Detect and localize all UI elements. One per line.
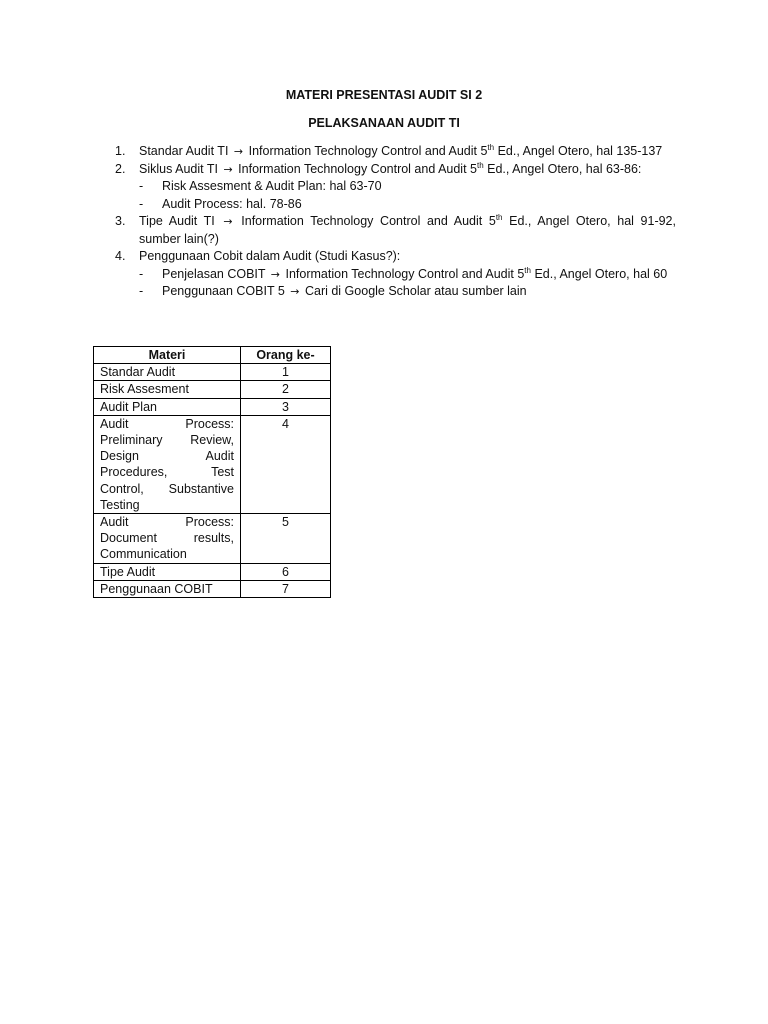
list-item-label: Standar Audit TI bbox=[139, 144, 229, 158]
table-row bbox=[94, 580, 331, 597]
cell-materi: Penggunaan COBIT bbox=[94, 580, 241, 597]
list-item-detail: Ed., Angel Otero, hal 135-137 bbox=[494, 144, 663, 158]
header-orang-ke: Orang ke- bbox=[241, 347, 331, 364]
document-title: MATERI PRESENTASI AUDIT SI 2 bbox=[285, 88, 483, 102]
sub-list-item bbox=[112, 178, 676, 196]
sub-list-text: Audit Process: hal. 78-86 bbox=[162, 196, 302, 211]
list-item-detail: Ed., Angel Otero, hal 63-86: bbox=[483, 161, 642, 176]
table-row bbox=[94, 415, 331, 513]
cell-orang-ke: 6 bbox=[241, 563, 331, 580]
cell-orang-ke: 4 bbox=[241, 415, 331, 513]
list-item-source: Information Technology Control and Audit 5 bbox=[241, 214, 496, 228]
table-row bbox=[94, 398, 331, 415]
superscript: th bbox=[476, 160, 484, 170]
assignment-table bbox=[93, 346, 331, 598]
list-item-label: Siklus Audit TI bbox=[139, 161, 218, 176]
sub-list-item bbox=[112, 266, 676, 284]
cell-materi: Tipe Audit bbox=[94, 563, 241, 580]
list-item-source: Information Technology Control and Audit 5 bbox=[248, 144, 488, 158]
list-number: 1. bbox=[115, 144, 126, 158]
superscript: th bbox=[487, 142, 495, 152]
right-arrow-icon: → bbox=[223, 162, 233, 176]
list-number: 3. bbox=[115, 214, 126, 228]
sub-list-detail: Ed., Angel Otero, hal 60 bbox=[530, 266, 668, 281]
table-row bbox=[94, 381, 331, 398]
list-item bbox=[112, 161, 676, 179]
list-item-source: Information Technology Control and Audit 5 bbox=[238, 161, 477, 176]
table-row bbox=[94, 563, 331, 580]
list-item bbox=[112, 248, 676, 266]
list-item bbox=[112, 143, 676, 161]
cell-materi: Risk Assesment bbox=[94, 381, 241, 398]
cell-materi: Audit Process: Preliminary Review, Design Audit Procedures, Test Control, Substantive Testing bbox=[94, 415, 241, 513]
list-item bbox=[112, 213, 676, 248]
cell-materi: Standar Audit bbox=[94, 364, 241, 381]
sub-list-source: Information Technology Control and Audit 5 bbox=[285, 266, 525, 281]
dash-bullet: - bbox=[139, 179, 144, 193]
list-number: 4. bbox=[115, 249, 126, 263]
list-number: 2. bbox=[115, 161, 126, 176]
sub-list-item bbox=[112, 283, 676, 301]
sub-list-label: Penjelasan COBIT bbox=[162, 266, 266, 281]
superscript: th bbox=[524, 265, 531, 275]
dash-bullet: - bbox=[139, 266, 144, 281]
superscript: th bbox=[495, 212, 503, 222]
sub-list-source: Cari di Google Scholar atau sumber lain bbox=[304, 284, 527, 298]
cell-orang-ke: 5 bbox=[241, 514, 331, 564]
cell-orang-ke: 2 bbox=[241, 381, 331, 398]
right-arrow-icon: → bbox=[233, 145, 244, 158]
cell-orang-ke: 1 bbox=[241, 364, 331, 381]
right-arrow-icon: → bbox=[223, 215, 233, 228]
document-subtitle: PELAKSANAAN AUDIT TI bbox=[308, 116, 460, 130]
sub-list-item bbox=[112, 196, 676, 214]
cell-orang-ke: 7 bbox=[241, 580, 331, 597]
cell-materi: Audit Plan bbox=[94, 398, 241, 415]
list-item-detail: Ed., Angel Otero, hal 91-92, sumber lain(?) bbox=[139, 214, 676, 246]
topic-list bbox=[112, 143, 676, 301]
table-row bbox=[94, 364, 331, 381]
right-arrow-icon: → bbox=[270, 267, 280, 281]
list-item-label: Tipe Audit TI bbox=[139, 214, 215, 228]
sub-list-label: Penggunaan COBIT 5 bbox=[162, 284, 285, 298]
header-materi: Materi bbox=[94, 347, 241, 364]
list-item-label: Penggunaan Cobit dalam Audit (Studi Kasus?): bbox=[139, 249, 401, 263]
right-arrow-icon: → bbox=[290, 285, 300, 298]
dash-bullet: - bbox=[139, 196, 144, 211]
table-row bbox=[94, 514, 331, 564]
table-header-row bbox=[94, 347, 331, 364]
dash-bullet: - bbox=[139, 284, 144, 298]
sub-list-text: Risk Assesment & Audit Plan: hal 63-70 bbox=[162, 179, 382, 193]
cell-materi: Audit Process: Document results, Communication bbox=[94, 514, 241, 564]
cell-orang-ke: 3 bbox=[241, 398, 331, 415]
